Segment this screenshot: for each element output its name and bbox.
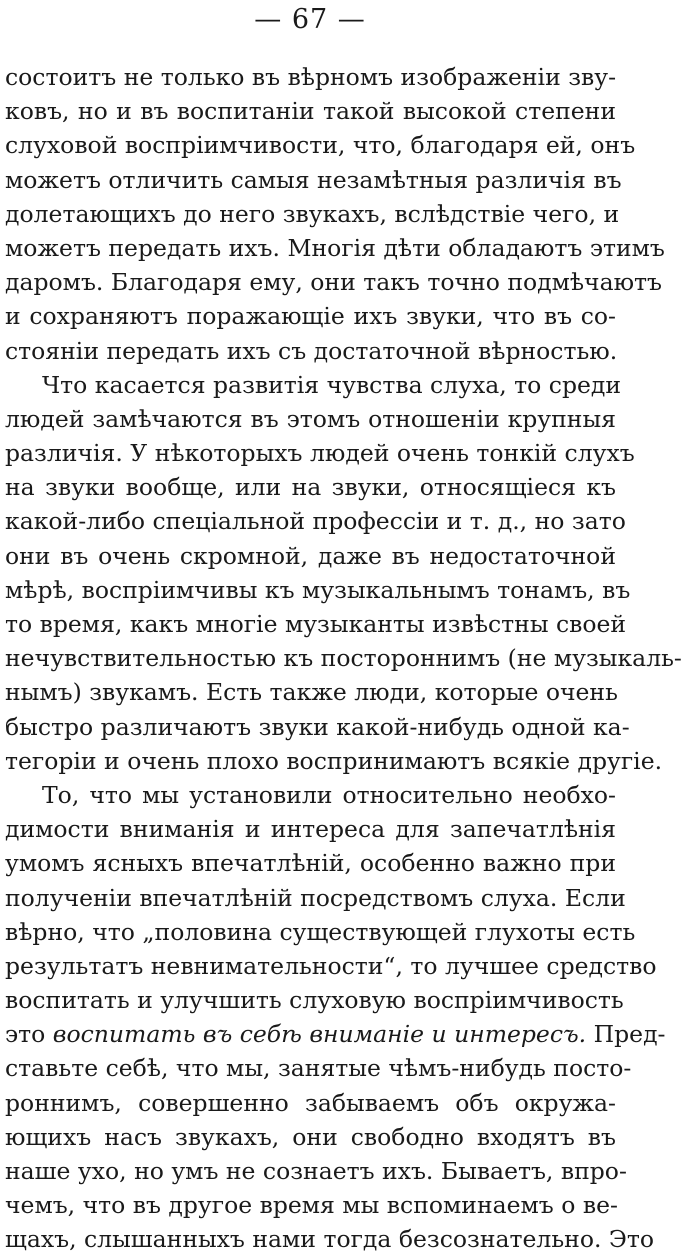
text-line: можетъ отличить самыя незамѣтныя различiя въ xyxy=(5,165,622,194)
text-line: даромъ. Благодаря ему, они такъ точно подмѣчаютъ xyxy=(5,268,663,297)
text-line: умомъ ясныхъ впечатлѣнiй, особенно важно при xyxy=(5,849,616,878)
text-line: людей замѣчаются въ этомъ отношенiи крупныя xyxy=(5,404,616,433)
text-line: ковъ, но и въ воспитанiи такой высокой степени xyxy=(5,97,616,126)
text-segment: Пред- xyxy=(593,1020,666,1049)
text-line: нымъ) звукамъ. Есть также люди, которые очень xyxy=(5,678,618,707)
text-line: они въ очень скромной, даже въ недостаточной xyxy=(5,541,616,570)
text-line: То, что мы установили относительно необхо- xyxy=(42,780,616,809)
text-line: роннимъ, совершенно забываемъ объ окружа- xyxy=(5,1088,616,1117)
page-number: — 67 — xyxy=(254,4,366,35)
text-line: ставьте себѣ, что мы, занятые чѣмъ-нибудь посто- xyxy=(5,1054,632,1083)
text-line: Что касается развитiя чувства слуха, то среди xyxy=(42,370,622,399)
text-line: быстро различаютъ звуки какой-нибудь одной ка- xyxy=(5,712,630,741)
text-segment: это xyxy=(5,1020,46,1049)
text-line: наше ухо, но умъ не сознаетъ ихъ. Бываетъ, впро- xyxy=(5,1157,627,1185)
text-line: можетъ передать ихъ. Многiя дѣти обладаютъ этимъ xyxy=(5,233,665,262)
text-line: вѣрно, что „половина существующей глухоты есть xyxy=(5,917,636,946)
text-line: мѣрѣ, воспрiимчивы къ музыкальнымъ тонамъ, въ xyxy=(5,575,631,604)
text-line: долетающихъ до него звукахъ, вслѣдствiе чего, и xyxy=(5,199,620,228)
text-line: ющихъ насъ звукахъ, они свободно входятъ въ xyxy=(5,1122,616,1151)
text-line xyxy=(0,1017,666,1051)
text-line: щахъ, слышанныхъ нами тогда безсознательно. Это xyxy=(5,1225,655,1254)
text-line: то время, какъ многiе музыканты извѣстны своей xyxy=(5,610,627,638)
text-line: результатъ невнимательности“, то лучшее средство xyxy=(5,951,657,980)
text-line: различiя. У нѣкоторыхъ людей очень тонкiй слухъ xyxy=(5,439,635,468)
text-line: чемъ, что въ другое время мы вспоминаемъ о ве- xyxy=(5,1191,618,1220)
text-line: полученiи впечатлѣнiй посредствомъ слуха. Если xyxy=(5,883,626,912)
text-line: стоянiи передать ихъ съ достаточной вѣрностью. xyxy=(5,336,618,365)
emphasized-text: воспитать въ себѣ вниманiе и интересъ. xyxy=(52,1020,587,1049)
text-line: на звуки вообще, или на звуки, относящiеся къ xyxy=(5,473,616,502)
text-line: димости вниманiя и интереса для запечатлѣнiя xyxy=(5,815,616,844)
text-line: воспитать и улучшить слуховую воспрiимчивость xyxy=(5,986,624,1015)
text-line: тегорiи и очень плохо воспринимаютъ всякiе другiе. xyxy=(5,746,663,775)
text-line: состоитъ не только въ вѣрномъ изображенiи зву- xyxy=(5,63,617,91)
text-body xyxy=(0,60,682,1257)
text-line: и сохраняютъ поражающiе ихъ звуки, что въ со- xyxy=(5,302,616,331)
text-line: какой-либо спецiальной профессiи и т. д., но зато xyxy=(5,507,626,536)
text-line: нечувствительностью къ постороннимъ (не музыкаль- xyxy=(5,644,682,673)
text-line: слуховой воспрiимчивости, что, благодаря ей, онъ xyxy=(5,131,636,160)
